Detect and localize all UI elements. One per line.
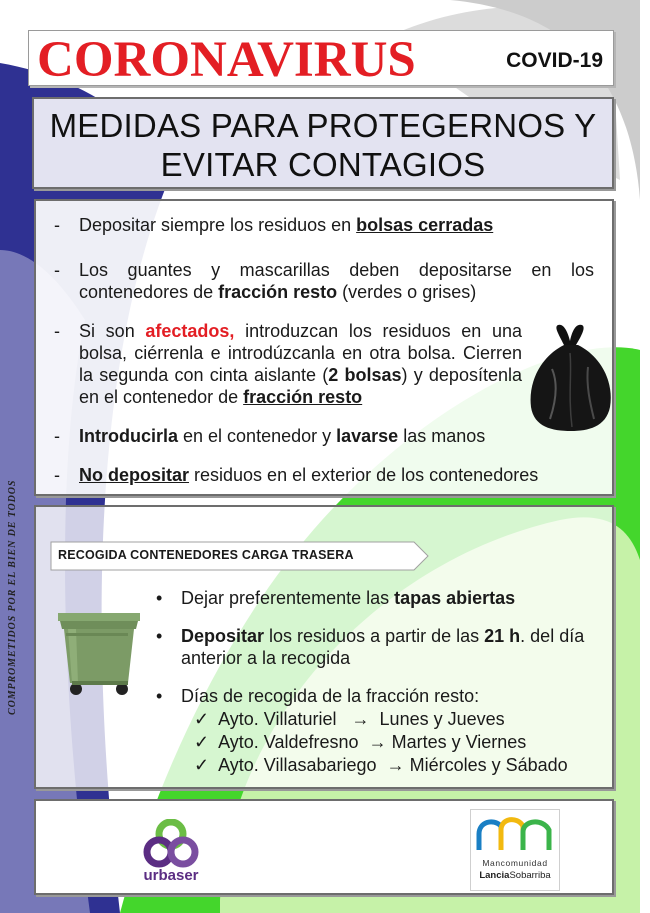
check-icon: ✓ bbox=[194, 755, 210, 775]
arrow-right-icon: → bbox=[368, 732, 387, 752]
emphasis: Depositar bbox=[181, 626, 265, 646]
emphasis: No depositar bbox=[79, 465, 190, 485]
coronavirus-title: CORONAVIRUS bbox=[37, 32, 416, 88]
check-icon: ✓ bbox=[194, 732, 210, 752]
urbaser-logo bbox=[126, 819, 216, 891]
collection-box: RECOGIDA CONTENEDORES CARGA TRASERA • Dejar preferentemente las tapas abiertas • Depositar los residuos a partir de las 21 h. del día anterior a la recogida • Días de recogida de la fracción resto: ✓ Ayto. Villaturiel → Lunes y Jueves ✓ Ayto. Valdefresno → Martes y Viernes ✓ Ayto. Villasabariego → Miércoles y Sábado bbox=[34, 505, 614, 789]
dash-marker: - bbox=[54, 465, 60, 485]
mancomunidad-logo bbox=[470, 809, 560, 891]
header-banner bbox=[28, 30, 614, 86]
main-title-line2: EVITAR CONTAGIOS bbox=[160, 146, 486, 183]
schedule-row: ✓ Ayto. Villasabariego → Miércoles y Sábado bbox=[194, 755, 568, 775]
arrow-right-icon: → bbox=[351, 709, 370, 729]
bullet-marker: • bbox=[156, 686, 163, 706]
urbaser-logo-icon bbox=[126, 819, 216, 869]
collection-tag-label: RECOGIDA CONTENEDORES CARGA TRASERA bbox=[58, 548, 354, 562]
mancomunidad-name: LanciaSobarriba bbox=[479, 870, 551, 881]
dash-marker: - bbox=[54, 215, 60, 235]
garbage-bag-icon bbox=[528, 323, 614, 433]
collection-tag bbox=[50, 541, 430, 571]
emphasis: 2 bolsas bbox=[328, 365, 402, 385]
schedule-row: ✓ Ayto. Valdefresno → Martes y Viernes bbox=[194, 732, 527, 752]
measures-box: - Depositar siempre los residuos en bolsas cerradas - Los guantes y mascarillas deben depositarse en los contenedores de fracción resto (verdes o grises) - Si son afectados, introduzcan los residuos en una bolsa, ciérrenla e introdúzcanla en otra bolsa. Cierren la segunda con cinta aislante (2 bolsas) y deposítenla en el contenedor de fracción resto - Introducirla en el contenedor y lavarse las manos - No depositar residuos en el exterior de los contenedores bbox=[34, 199, 614, 496]
emphasis: fracción resto bbox=[218, 282, 338, 302]
emphasis: fracción resto bbox=[243, 387, 363, 407]
bullet-marker: • bbox=[156, 588, 163, 608]
waste-container-icon bbox=[56, 607, 142, 699]
arrow-right-icon: → bbox=[386, 755, 405, 775]
emphasis: 21 h bbox=[484, 626, 521, 646]
affected-warning: afectados, bbox=[145, 321, 235, 341]
emphasis: Introducirla bbox=[79, 426, 179, 446]
mancomunidad-arches-icon bbox=[471, 810, 559, 856]
side-slogan: COMPROMETIDOS POR EL BIEN DE TODOS bbox=[7, 479, 18, 715]
mancomunidad-label: Mancomunidad bbox=[482, 858, 548, 868]
emphasis: lavarse bbox=[336, 426, 399, 446]
emphasis: tapas abiertas bbox=[394, 588, 516, 608]
main-title-line1: MEDIDAS PARA PROTEGERNOS Y bbox=[49, 107, 597, 144]
main-title bbox=[34, 99, 612, 184]
urbaser-wordmark: urbaser bbox=[143, 867, 199, 884]
schedule-row: ✓ Ayto. Villaturiel → Lunes y Jueves bbox=[194, 709, 505, 729]
bullet-marker: • bbox=[156, 626, 163, 646]
logos-box bbox=[34, 799, 614, 895]
dash-marker: - bbox=[54, 260, 60, 280]
title-box bbox=[32, 97, 614, 189]
covid-subtitle: COVID-19 bbox=[506, 49, 603, 72]
check-icon: ✓ bbox=[194, 709, 210, 729]
dash-marker: - bbox=[54, 426, 60, 446]
emphasis: bolsas cerradas bbox=[356, 215, 494, 235]
dash-marker: - bbox=[54, 321, 60, 341]
